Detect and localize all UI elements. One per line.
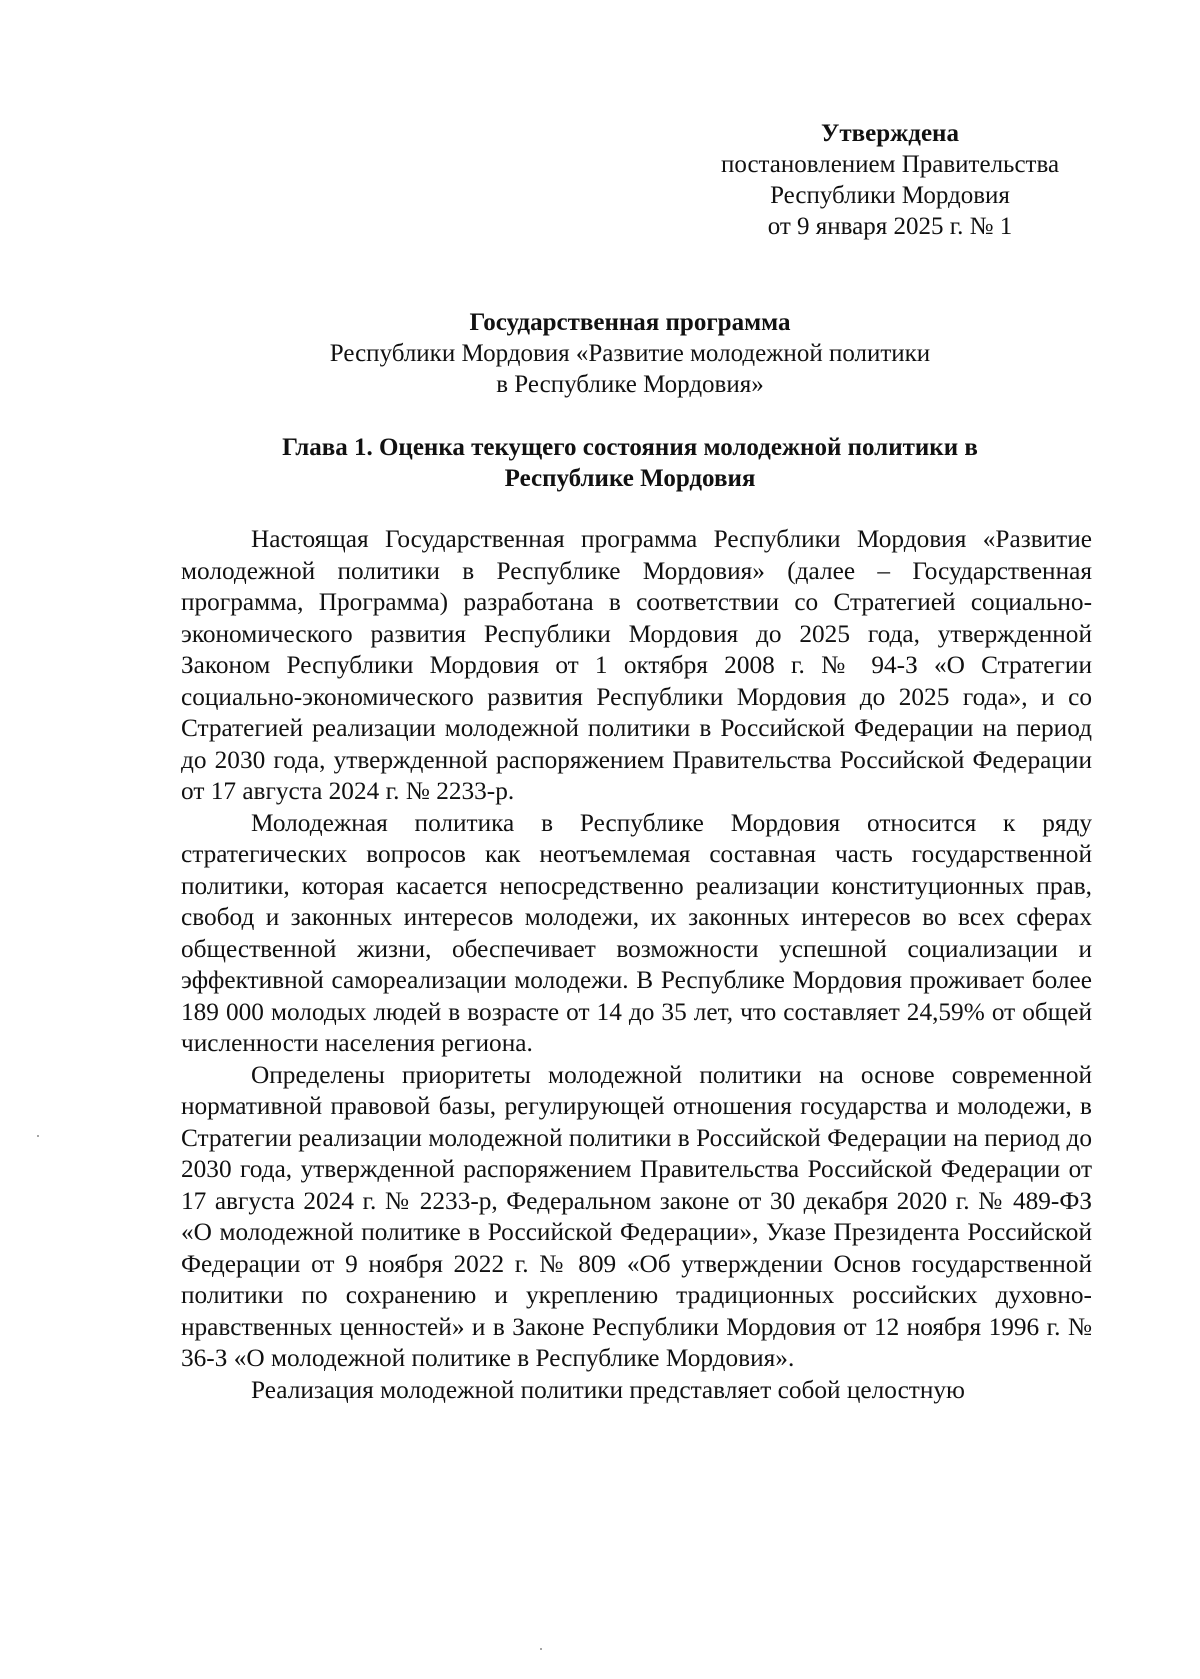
approval-line-date: от 9 января 2025 г. № 1 <box>767 213 1013 240</box>
approval-heading: Утверждена <box>821 120 959 147</box>
scan-speck <box>540 1648 542 1650</box>
chapter-heading-line2: Республике Мордовия <box>504 465 756 492</box>
program-subtitle-line2: в Республике Мордовия» <box>496 371 764 398</box>
program-subtitle-line1: Республики Мордовия «Развитие молодежной политики <box>329 340 931 367</box>
approval-stamp-block <box>690 118 1090 242</box>
chapter-heading <box>180 432 1080 494</box>
program-title-block <box>180 307 1080 400</box>
scan-speck <box>37 1135 39 1137</box>
paragraph-3: Определены приоритеты молодежной политики на основе современной нормативной правовой базы, регулирующей отношения государства и молодежи, в Стратегии реализации молодежной политики в Российской Федерации на период до 2030 года, утвержденной распоряжением Правительства Российской Федерации от 17 августа 2024 г. № 2233-р, Федеральном законе от 30 декабря 2020 г. № 489-ФЗ «О молодежной политике в Российской Федерации», Указе Президента Российской Федерации от 9 ноября 2022 г. № 809 «Об утверждении Основ государственной политики по сохранению и укреплению традиционных российских духовно-нравственных ценностей» и в Законе Республики Мордовия от 12 ноября 1996 г. № 36-З «О молодежной политике в Республике Мордовия». <box>181 1060 1092 1372</box>
paragraph-2: Молодежная политика в Республике Мордовия относится к ряду стратегических вопросов как неотъемлемая составная часть государственной политики, которая касается непосредственно реализации конституционных прав, свобод и законных интересов молодежи, их законных интересов во всех сферах общественной жизни, обеспечивает возможности успешной социализации и эффективной самореализации молодежи. В Республике Мордовия проживает более 189 000 молодых людей в возрасте от 14 до 35 лет, что составляет 24,59% от общей численности населения региона. <box>181 808 1092 1057</box>
program-title: Государственная программа <box>469 309 791 336</box>
body-text <box>181 524 1092 1406</box>
approval-line-republic: Республики Мордовия <box>770 182 1010 209</box>
paragraph-1: Настоящая Государственная программа Республики Мордовия «Развитие молодежной политики в Республике Мордовия» (далее – Государственная программа, Программа) разработана в соответствии со Стратегией социально-экономического развития Республики Мордовия до 2025 года, утвержденной Законом Республики Мордовия от 1 октября 2008 г. № 94-З «О Стратегии социально-экономического развития Республики Мордовия до 2025 года», и со Стратегией реализации молодежной политики в Российской Федерации на период до 2030 года, утвержденной распоряжением Правительства Российской Федерации от 17 августа 2024 г. № 2233-р. <box>181 525 1092 805</box>
chapter-heading-line1: Глава 1. Оценка текущего состояния молодежной политики в <box>282 434 978 461</box>
approval-line-resolution: постановлением Правительства <box>720 151 1060 178</box>
paragraph-4: Реализация молодежной политики представляет собой целостную <box>251 1375 965 1404</box>
